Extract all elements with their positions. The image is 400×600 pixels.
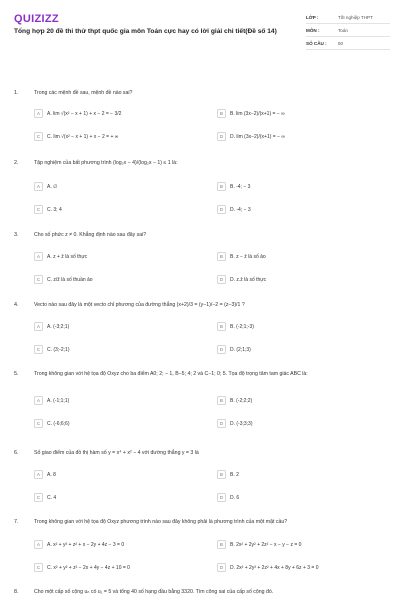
option-text: D. lim (3x−2)/(x+1) = − ∞ bbox=[230, 133, 285, 140]
option-text: A. (-1;1;1) bbox=[47, 397, 70, 404]
meta-value: Toán bbox=[338, 28, 348, 33]
option-key: A bbox=[34, 182, 43, 191]
option-text: D. 2x² + 2y² + 2z² + 4x + 8y + 6z + 3 = 0 bbox=[230, 564, 319, 571]
question-number: 7. bbox=[14, 519, 19, 525]
option-key: C bbox=[34, 493, 43, 502]
option-key: A bbox=[34, 396, 43, 405]
option-text: C. (3;-2;1) bbox=[47, 346, 70, 353]
option-text: B. 2x² + 2y² + 2z² − x − y − z = 0 bbox=[230, 541, 302, 548]
question-number: 6. bbox=[14, 450, 19, 456]
meta-row-grade bbox=[306, 14, 390, 24]
option-key: B bbox=[217, 109, 226, 118]
option-text: B. lim (3x−2)/(x+1) = − ∞ bbox=[230, 110, 285, 117]
option-text: D. (2;1;3) bbox=[230, 346, 251, 353]
option-key: D bbox=[217, 419, 226, 428]
option-b[interactable] bbox=[217, 108, 285, 119]
option-a[interactable] bbox=[34, 251, 87, 262]
option-a[interactable] bbox=[34, 321, 69, 332]
question-text: Tập nghiệm của bất phương trình (log₂x − 4)/(log₂x − 1) ≤ 1 là: bbox=[34, 160, 178, 166]
option-key: C bbox=[34, 345, 43, 354]
meta-row-subject bbox=[306, 27, 390, 37]
option-a[interactable] bbox=[34, 395, 69, 406]
option-d[interactable] bbox=[217, 204, 251, 215]
option-key: C bbox=[34, 563, 43, 572]
option-key: A bbox=[34, 109, 43, 118]
option-text: B. -4; − 3 bbox=[230, 183, 251, 190]
option-key: B bbox=[217, 396, 226, 405]
meta-label: LỚP : bbox=[306, 15, 319, 20]
option-text: B. (-2;2;2) bbox=[230, 397, 253, 404]
option-text: A. z + z̄ là số thực bbox=[47, 253, 88, 260]
option-text: B. (-2;1;-3) bbox=[230, 323, 254, 330]
option-text: A. ∅ bbox=[47, 183, 58, 190]
option-text: C. lim √(x² − x + 1) + x − 2 = + ∞ bbox=[47, 133, 119, 140]
question-number: 4. bbox=[14, 302, 19, 308]
option-c[interactable] bbox=[34, 204, 62, 215]
option-key: C bbox=[34, 132, 43, 141]
option-c[interactable] bbox=[34, 418, 70, 429]
option-text: C. x² + y² + z² − 2x + 4y − 4z + 10 = 0 bbox=[47, 564, 130, 571]
option-b[interactable] bbox=[217, 181, 250, 192]
option-key: A bbox=[34, 322, 43, 331]
option-b[interactable] bbox=[217, 469, 239, 480]
option-b[interactable] bbox=[217, 539, 301, 550]
option-text: A. x² + y² + z² + x − 2y + 4z − 3 = 0 bbox=[47, 541, 125, 548]
option-key: A bbox=[34, 252, 43, 261]
option-key: D bbox=[217, 205, 226, 214]
option-d[interactable] bbox=[217, 562, 319, 573]
option-a[interactable] bbox=[34, 539, 124, 550]
question-number: 3. bbox=[14, 232, 19, 238]
option-a[interactable] bbox=[34, 469, 56, 480]
option-key: B bbox=[217, 540, 226, 549]
option-key: D bbox=[217, 493, 226, 502]
option-text: C. z/z̄ là số thuần ảo bbox=[47, 276, 93, 283]
question-text: Trong các mệnh đề sau, mệnh đề nào sai? bbox=[34, 90, 133, 96]
option-d[interactable] bbox=[217, 344, 251, 355]
option-key: C bbox=[34, 205, 43, 214]
question-text: Trong không gian với hệ tọa độ Oxyz phương trình nào sau đây không phải là phương trình của một mặt cầu? bbox=[34, 519, 288, 525]
meta-row-count bbox=[306, 40, 390, 50]
question-number: 8. bbox=[14, 589, 19, 595]
meta-label: SỐ CÂU : bbox=[306, 41, 327, 46]
question-text: Trong không gian với hệ tọa độ Oxyz cho ba điểm A0; 2; − 1, B−5; 4; 2 và C−1; 0; 5. Tọa độ trọng tâm tam giác ABC là: bbox=[34, 371, 308, 377]
option-text: C. 3; 4 bbox=[47, 206, 62, 213]
option-text: D. -4; − 3 bbox=[230, 206, 251, 213]
document-title: Tổng hợp 20 đề thi thử thpt quốc gia môn Toán cực hay có lời giải chi tiết(Đề số 14) bbox=[14, 28, 277, 35]
meta-value: 50 bbox=[338, 41, 344, 46]
option-text: D. 6 bbox=[230, 494, 240, 501]
option-c[interactable] bbox=[34, 562, 130, 573]
question-text: Cho số phức z ≠ 0. Khẳng định nào sau đây sai? bbox=[34, 232, 147, 238]
option-key: A bbox=[34, 470, 43, 479]
option-key: C bbox=[34, 419, 43, 428]
option-b[interactable] bbox=[217, 321, 254, 332]
meta-value: Tốt nghiệp THPT bbox=[338, 15, 373, 20]
option-text: B. 2 bbox=[230, 471, 239, 478]
option-a[interactable] bbox=[34, 181, 57, 192]
option-key: B bbox=[217, 182, 226, 191]
option-text: D. (-3;3;3) bbox=[230, 420, 253, 427]
option-text: C. (-6;6;6) bbox=[47, 420, 70, 427]
option-b[interactable] bbox=[217, 395, 252, 406]
option-key: D bbox=[217, 563, 226, 572]
option-c[interactable] bbox=[34, 274, 93, 285]
option-d[interactable] bbox=[217, 418, 253, 429]
option-key: D bbox=[217, 132, 226, 141]
option-key: B bbox=[217, 470, 226, 479]
page-header bbox=[0, 0, 400, 80]
option-key: D bbox=[217, 345, 226, 354]
option-d[interactable] bbox=[217, 131, 285, 142]
option-key: D bbox=[217, 275, 226, 284]
question-number: 2. bbox=[14, 160, 19, 166]
option-text: B. z − z̄ là số ảo bbox=[230, 253, 266, 260]
option-b[interactable] bbox=[217, 251, 266, 262]
option-c[interactable] bbox=[34, 344, 70, 355]
option-key: B bbox=[217, 322, 226, 331]
option-text: A. 8 bbox=[47, 471, 56, 478]
option-text: D. z.z̄ là số thực bbox=[230, 276, 267, 283]
option-d[interactable] bbox=[217, 492, 239, 503]
option-d[interactable] bbox=[217, 274, 266, 285]
option-c[interactable] bbox=[34, 131, 118, 142]
question-text: Cho một cấp số cộng uₙ có u₁ = 5 và tổng 40 số hạng đầu bằng 3320. Tìm công sai của cấp số cộng đó. bbox=[34, 589, 274, 595]
meta-label: MÔN : bbox=[306, 28, 320, 33]
option-key: B bbox=[217, 252, 226, 261]
option-key: C bbox=[34, 275, 43, 284]
question-text: Vecto nào sau đây là một vecto chỉ phương của đường thẳng (x+2)/3 = (y−1)/−2 = (z−3)/1 ? bbox=[34, 302, 245, 308]
option-text: A. (-3;2;1) bbox=[47, 323, 70, 330]
option-text: A. lim √(x² − x + 1) + x − 2 = − 3/2 bbox=[47, 110, 122, 117]
question-number: 1. bbox=[14, 90, 19, 96]
question-text: Số giao điểm của đồ thị hàm số y = x⁴ + x² − 4 với đường thẳng y = 3 là bbox=[34, 450, 199, 456]
question-number: 5. bbox=[14, 371, 19, 377]
quizizz-logo: QUIZIZZ bbox=[14, 13, 59, 25]
document-meta bbox=[306, 14, 390, 53]
option-a[interactable] bbox=[34, 108, 121, 119]
option-key: A bbox=[34, 540, 43, 549]
option-c[interactable] bbox=[34, 492, 56, 503]
option-text: C. 4 bbox=[47, 494, 57, 501]
